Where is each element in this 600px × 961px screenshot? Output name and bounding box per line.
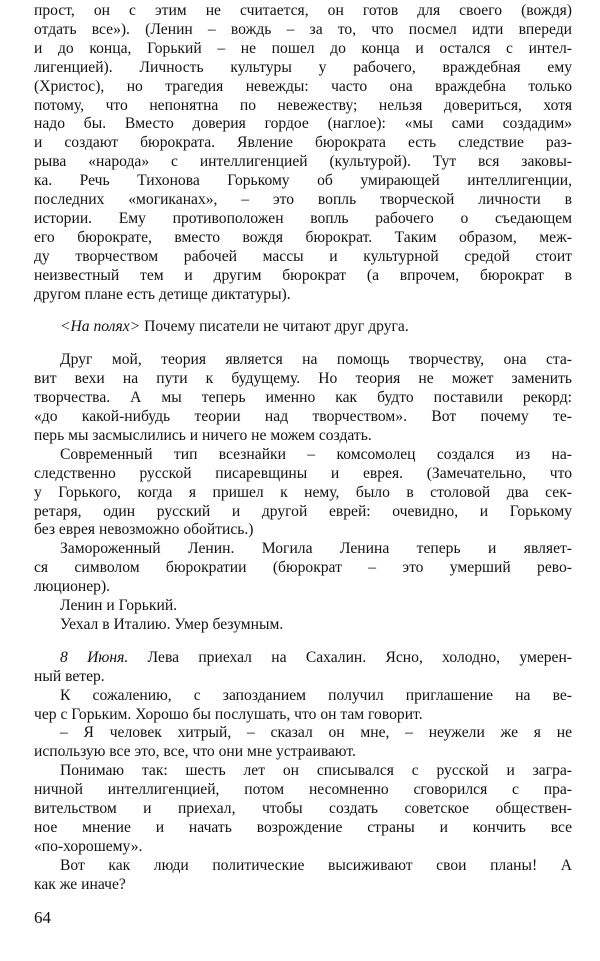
text-line: у Горького, когда я пришел к нему, было в столовой два сек- [34, 483, 572, 501]
text-line: К сожалению, с запозданием получил приглашение на ве- [60, 686, 572, 704]
text-line: и до конца, Горький – не пошел до конца и остался с интел- [34, 39, 572, 57]
text-line: потому, что непонятна по невежеству; нельзя довериться, хотя [34, 96, 572, 114]
page-number: 64 [34, 907, 51, 927]
entry-first-line [60, 649, 572, 668]
text-line: перь мы засмыслились и ничего не можем создать. [34, 426, 372, 444]
text-line: Замороженный Ленин. Могила Ленина теперь и являет- [60, 540, 572, 558]
text-line: ное мнение и начать возрождение страны и кончить все [34, 818, 572, 836]
text-line: лигенцией). Личность культуры у рабочего, враждебная ему [34, 58, 572, 76]
margin-note-label: <На полях> [60, 318, 141, 336]
text-line: ка. Речь Тихонова Горькому об умирающей интеллигенции, [34, 172, 572, 190]
text-line: чер с Горьким. Хорошо бы послушать, что он там говорит. [34, 705, 423, 723]
text-line: ретаря, один русский и другой еврей: очевидно, и Горькому [34, 502, 572, 520]
text-line: вительством и приехал, чтобы создать советское обществен- [34, 800, 572, 817]
text-line: следственно русской писаревщины и еврея. (Замечательно, что [34, 464, 572, 482]
text-line: творчества. А мы теперь именно как будто поставили рекорд: [34, 389, 572, 407]
text-line: неизвестный тем и другим бюрократ (а впрочем, бюрократ в [34, 266, 572, 284]
text-line: люционер). [34, 578, 111, 596]
text-line: последних «могиканах», – это вопль творческой личности в [34, 191, 572, 208]
text-line: и создают бюрократа. Явление бюрократа есть следствие раз- [34, 134, 572, 152]
text-line: вит вехи на пути к будущему. Но теория не может заменить [34, 370, 572, 388]
entry-date: 8 Июня. [60, 648, 129, 666]
text-line: Современный тип всезнайки – комсомолец создался из на- [60, 445, 572, 463]
text-line: ся символом бюрократии (бюрократ – это умерший рево- [34, 559, 572, 577]
entry-text: Лева приехал на Сахалин. Ясно, холодно, умерен- [128, 648, 572, 666]
text-line: Понимаю так: шесть лет он списывался с русской и загра- [60, 762, 572, 780]
text-line: (Христос), но трагедия невежды: часто она враждебна только [34, 77, 572, 95]
text-line: «до какой-нибудь теории над творчеством». Вот почему те- [34, 408, 572, 425]
paragraph-lenin-gorky: Ленин и Горький. [60, 597, 178, 614]
text-line: ный ветер. [34, 667, 105, 685]
margin-note [60, 318, 572, 337]
text-line: его бюрократе, вместо вождя бюрократ. Таким образом, меж- [34, 228, 572, 246]
text-line: прост, он с этим не считается, он готов для своего (вождя) [34, 2, 572, 19]
text-line: истории. Ему противоположен вопль рабочего о съедающем [34, 209, 572, 227]
text-line: «по-хорошему». [34, 837, 143, 855]
text-line: как же иначе? [34, 875, 126, 893]
text-line: рыва «народа» с интеллигенцией (культурой). Тут вся заковы- [34, 153, 572, 171]
text-line: ду творчеством рабочей массы и культурной средой стоит [34, 247, 572, 265]
text-line: без еврея невозможно обойтись.) [34, 521, 254, 539]
text-line: Вот как люди политические высиживают свои планы! А [60, 856, 572, 874]
text-line: использую все это, все, что они мне устраивают. [34, 743, 356, 761]
margin-note-text: Почему писатели не читают друг друга. [140, 318, 409, 336]
text-line: отдать все»). (Ленин – вождь – за то, что посмел идти впереди [34, 20, 572, 38]
text-line: Друг мой, теория является на помощь творчеству, она ста- [60, 351, 572, 369]
text-line: ничной интеллигенцией, потом несомненно сговорился с пра- [34, 781, 572, 799]
paragraph-italy: Уехал в Италию. Умер безумным. [60, 615, 284, 633]
text-line: другом плане есть детище диктатуры). [34, 285, 291, 303]
text-line: – Я человек хитрый, – сказал он мне, – неужели же я не [60, 724, 572, 742]
text-line: надо бы. Вместо доверия гордое (наглое): «мы сами создадим» [34, 115, 572, 133]
